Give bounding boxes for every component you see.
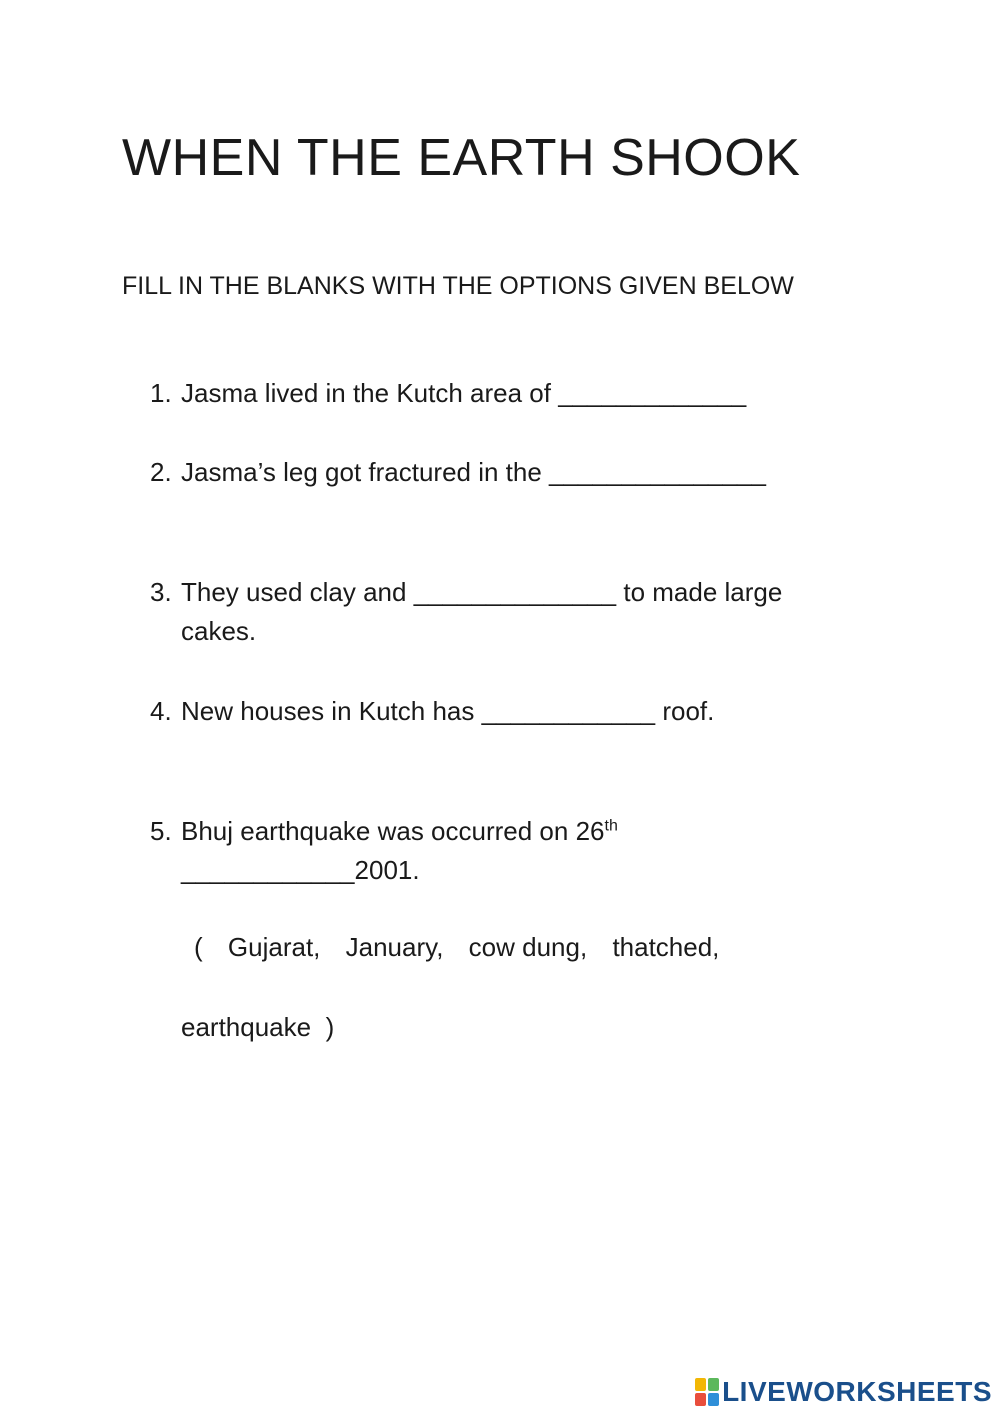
question-text: Jasma’s leg got fractured in the _______________ — [181, 457, 766, 487]
liveworksheets-watermark — [695, 1376, 992, 1408]
question-number: 4. — [150, 696, 172, 726]
option-item: Gujarat, — [227, 932, 321, 962]
options-list-continued — [181, 1012, 334, 1043]
question-2 — [150, 453, 830, 492]
options-list — [194, 932, 737, 963]
liveworksheets-logo-icon — [695, 1378, 719, 1406]
options-open-paren: ( — [194, 932, 203, 962]
instruction-text: FILL IN THE BLANKS WITH THE OPTIONS GIVEN BELOW — [122, 272, 794, 300]
option-item: earthquake — [181, 1012, 312, 1042]
question-text-before: Bhuj earthquake was occurred on 26 — [181, 816, 605, 846]
question-number: 1. — [150, 378, 172, 408]
watermark-text: LIVEWORKSHEETS — [722, 1376, 992, 1407]
question-1 — [150, 374, 830, 413]
ordinal-suffix: th — [604, 817, 618, 835]
question-number: 3. — [150, 577, 172, 607]
question-text: They used clay and ______________ to made large cakes. — [181, 577, 783, 646]
question-5 — [150, 812, 830, 890]
question-text: New houses in Kutch has ____________ roof. — [181, 696, 715, 726]
question-number: 5. — [150, 816, 172, 846]
question-text: Jasma lived in the Kutch area of _____________ — [181, 378, 747, 408]
option-item: cow dung, — [468, 932, 588, 962]
question-4 — [150, 692, 830, 731]
question-number: 2. — [150, 457, 172, 487]
question-text-after: ____________2001. — [181, 855, 420, 885]
page-title: WHEN THE EARTH SHOOK — [122, 129, 801, 187]
options-close-paren: ) — [325, 1012, 335, 1042]
option-item: January, — [345, 932, 444, 962]
question-3 — [150, 573, 830, 651]
question-text — [181, 812, 830, 890]
option-item: thatched, — [612, 932, 720, 962]
